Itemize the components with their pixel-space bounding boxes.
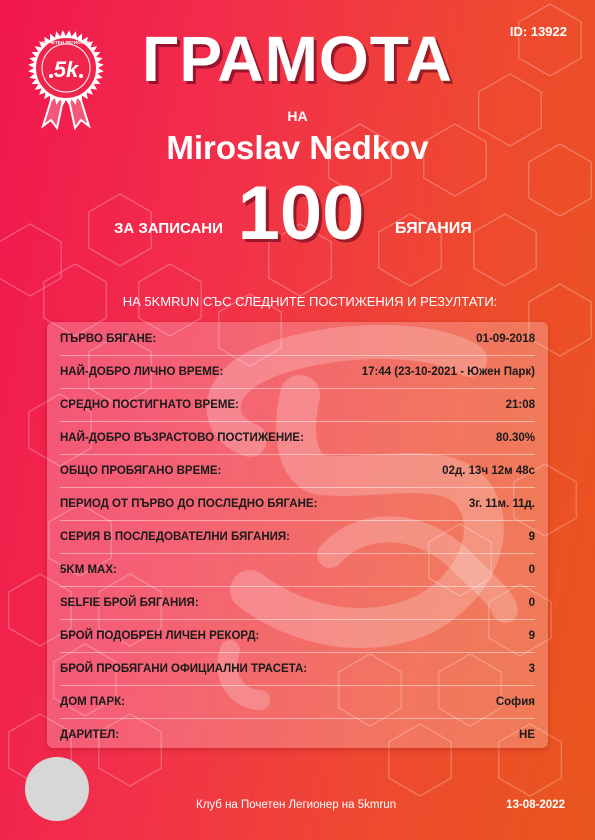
- stat-value: 9: [528, 629, 535, 642]
- stat-value: НЕ: [519, 728, 535, 741]
- stat-row: [60, 388, 535, 422]
- stat-row: [60, 520, 535, 554]
- stat-row: [60, 586, 535, 620]
- stat-row: [60, 685, 535, 719]
- na-label: НА: [287, 108, 308, 124]
- stat-value: София: [495, 695, 535, 708]
- certificate-id: ID: 13922: [509, 24, 567, 39]
- run-count: 100: [237, 171, 365, 256]
- stat-value: 9: [528, 530, 535, 543]
- stat-value: 3г. 11м. 11д.: [468, 497, 535, 510]
- stat-value: 21:08: [505, 398, 535, 411]
- stat-label: СЕРИЯ В ПОСЛЕДОВАТЕЛНИ БЯГАНИЯ:: [60, 530, 290, 543]
- stat-row: [60, 619, 535, 653]
- stat-label: БРОЙ ПРОБЯГАНИ ОФИЦИАЛНИ ТРАСЕТА:: [60, 662, 308, 675]
- runs-label: БЯГАНИЯ: [395, 220, 472, 237]
- recorded-label: ЗА ЗАПИСАНИ: [114, 220, 223, 237]
- stat-label: ПЪРВО БЯГАНЕ:: [60, 332, 157, 345]
- issue-date: 13-08-2022: [506, 799, 565, 811]
- stat-row: [60, 487, 535, 521]
- stat-row: [60, 421, 535, 455]
- stat-value: 3: [528, 662, 535, 675]
- stat-value: 01-09-2018: [476, 332, 535, 345]
- stat-label: НАЙ-ДОБРО ЛИЧНО ВРЕМЕ:: [60, 365, 224, 378]
- stat-label: ДАРИТЕЛ:: [60, 728, 120, 741]
- stat-value: 02д. 13ч 12м 48с: [442, 464, 535, 477]
- stat-value: 0: [528, 596, 535, 609]
- stat-label: СРЕДНО ПОСТИГНАТО ВРЕМЕ:: [60, 398, 239, 411]
- stat-row: [60, 454, 535, 488]
- stat-value: 80.30%: [495, 431, 535, 444]
- stat-value: 17:44 (23-10-2021 - Южен Парк): [361, 365, 535, 378]
- stat-label: БРОЙ ПОДОБРЕН ЛИЧЕН РЕКОРД:: [60, 629, 260, 642]
- stat-row: [60, 322, 535, 356]
- recipient-name: Miroslav Nedkov: [166, 129, 429, 166]
- club-footer: Клуб на Почетен Легионер на 5kmrun: [196, 799, 397, 811]
- seal-text: ПОЧЕТЕН ЛЕГИОНЕР: [42, 40, 90, 45]
- stat-label: 5KM MAX:: [60, 563, 117, 576]
- stat-label: ПЕРИОД ОТ ПЪРВО ДО ПОСЛЕДНО БЯГАНЕ:: [60, 497, 318, 510]
- stat-label: ДОМ ПАРК:: [60, 695, 126, 708]
- stat-row: [60, 355, 535, 389]
- certificate-title: ГРАМОТА: [142, 23, 453, 95]
- stat-row: [60, 553, 535, 587]
- stat-row: [60, 652, 535, 686]
- stat-row: [60, 718, 535, 751]
- seal-brand: 5k: [53, 57, 79, 82]
- avatar-placeholder: [25, 757, 89, 821]
- stat-value: 0: [528, 563, 535, 576]
- stat-label: ОБЩО ПРОБЯГАНО ВРЕМЕ:: [60, 464, 222, 477]
- stat-label: SELFIE БРОЙ БЯГАНИЯ:: [60, 596, 199, 609]
- stat-label: НАЙ-ДОБРО ВЪЗРАСТОВО ПОСТИЖЕНИЕ:: [60, 431, 304, 444]
- achievements-subtitle: НА 5KMRUN СЪС СЛЕДНИТЕ ПОСТИЖЕНИЯ И РЕЗУЛТАТИ:: [122, 294, 498, 309]
